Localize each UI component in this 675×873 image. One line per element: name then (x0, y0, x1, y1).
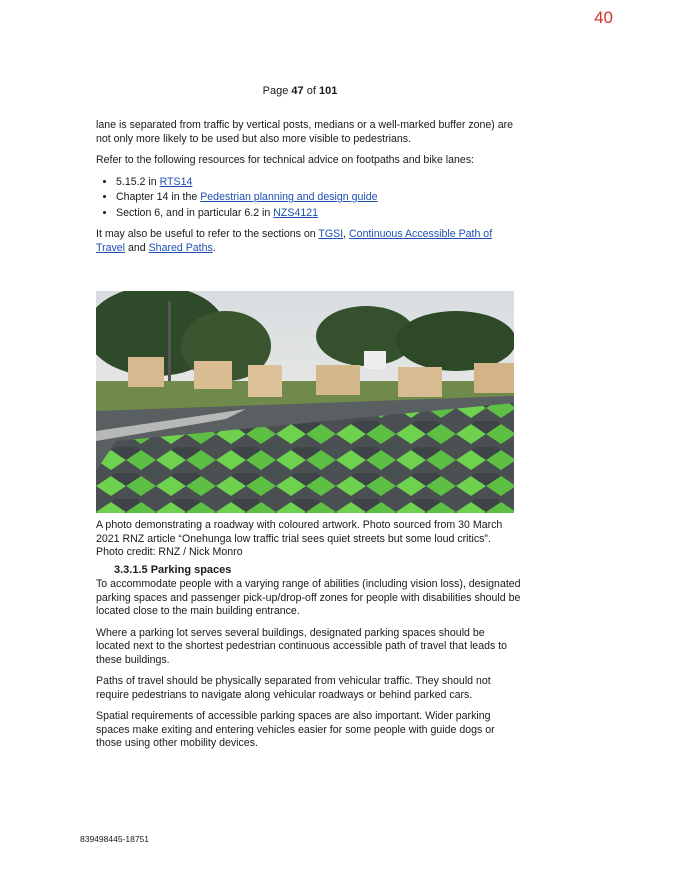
link-shared-paths[interactable]: Shared Paths (148, 241, 213, 254)
paragraph-text: . (212, 241, 216, 254)
street-artwork-photo (96, 291, 514, 513)
paragraph: Spatial requirements of accessible parking spaces are also important. Wider parking spaces make exiting and entering vehicles easier for some people with guide dogs or those using other mobility devices. (96, 710, 495, 749)
list-item-text: Chapter 14 in the (116, 191, 201, 203)
paragraph: Where a parking lot serves several buildings, designated parking spaces should be located next to the shortest pedestrian continuous accessible path of travel that leads to these buildings. (96, 626, 508, 666)
page-total: 101 (318, 85, 338, 97)
of-label: of (306, 85, 316, 97)
paragraph: Refer to the following resources for technical advice on footpaths and bike lanes: (96, 154, 475, 166)
page-number (0, 85, 600, 97)
list-item (116, 207, 521, 221)
section-heading: 3.3.1.5 Parking spaces (114, 563, 232, 576)
link-pedestrian-guide[interactable]: Pedestrian planning and design guide (200, 191, 378, 203)
page-label: Page (262, 85, 289, 97)
list-item-text: Section 6, and in particular 6.2 in (116, 206, 274, 219)
paragraph: To accommodate people with a varying range of abilities (including vision loss), designated parking spaces and passenger pick-up/drop-off zones for people with disabilities should be located close to the main building entrance. (96, 578, 521, 617)
paragraph (96, 228, 521, 255)
document-id: 839498445-18751 (80, 834, 150, 844)
link-accessible-path[interactable]: Continuous Accessible Path of Travel (96, 228, 493, 254)
paragraph-text: , (343, 228, 350, 240)
document-body (96, 119, 521, 759)
link-tgsi[interactable]: TGSI (318, 228, 344, 240)
page-current: 47 (291, 85, 304, 97)
list-item (116, 191, 521, 205)
paragraph-text: and (125, 241, 149, 254)
list-item (116, 176, 521, 190)
resource-list (96, 176, 521, 221)
paragraph: Paths of travel should be physically separated from vehicular traffic. They should not require pedestrians to navigate along vehicular roadways or behind parked cars. (96, 675, 491, 701)
paragraph: lane is separated from traffic by vertical posts, medians or a well-marked buffer zone) are not only more likely to be used but also more visible to pedestrians. (96, 119, 514, 145)
list-item-text: 5.15.2 in (116, 175, 160, 188)
paragraph-text: It may also be useful to refer to the sections on (96, 228, 319, 240)
page-stamp-number: 40 (594, 8, 613, 27)
link-nzs4121[interactable]: NZS4121 (273, 206, 319, 219)
photo-caption: A photo demonstrating a roadway with coloured artwork. Photo sourced from 30 March 2021 RNZ article “Onehunga low traffic trial sees quiet streets but some loud critics”. Photo credit: RNZ / Nick Monro (96, 519, 503, 558)
link-rts14[interactable]: RTS14 (159, 175, 193, 188)
